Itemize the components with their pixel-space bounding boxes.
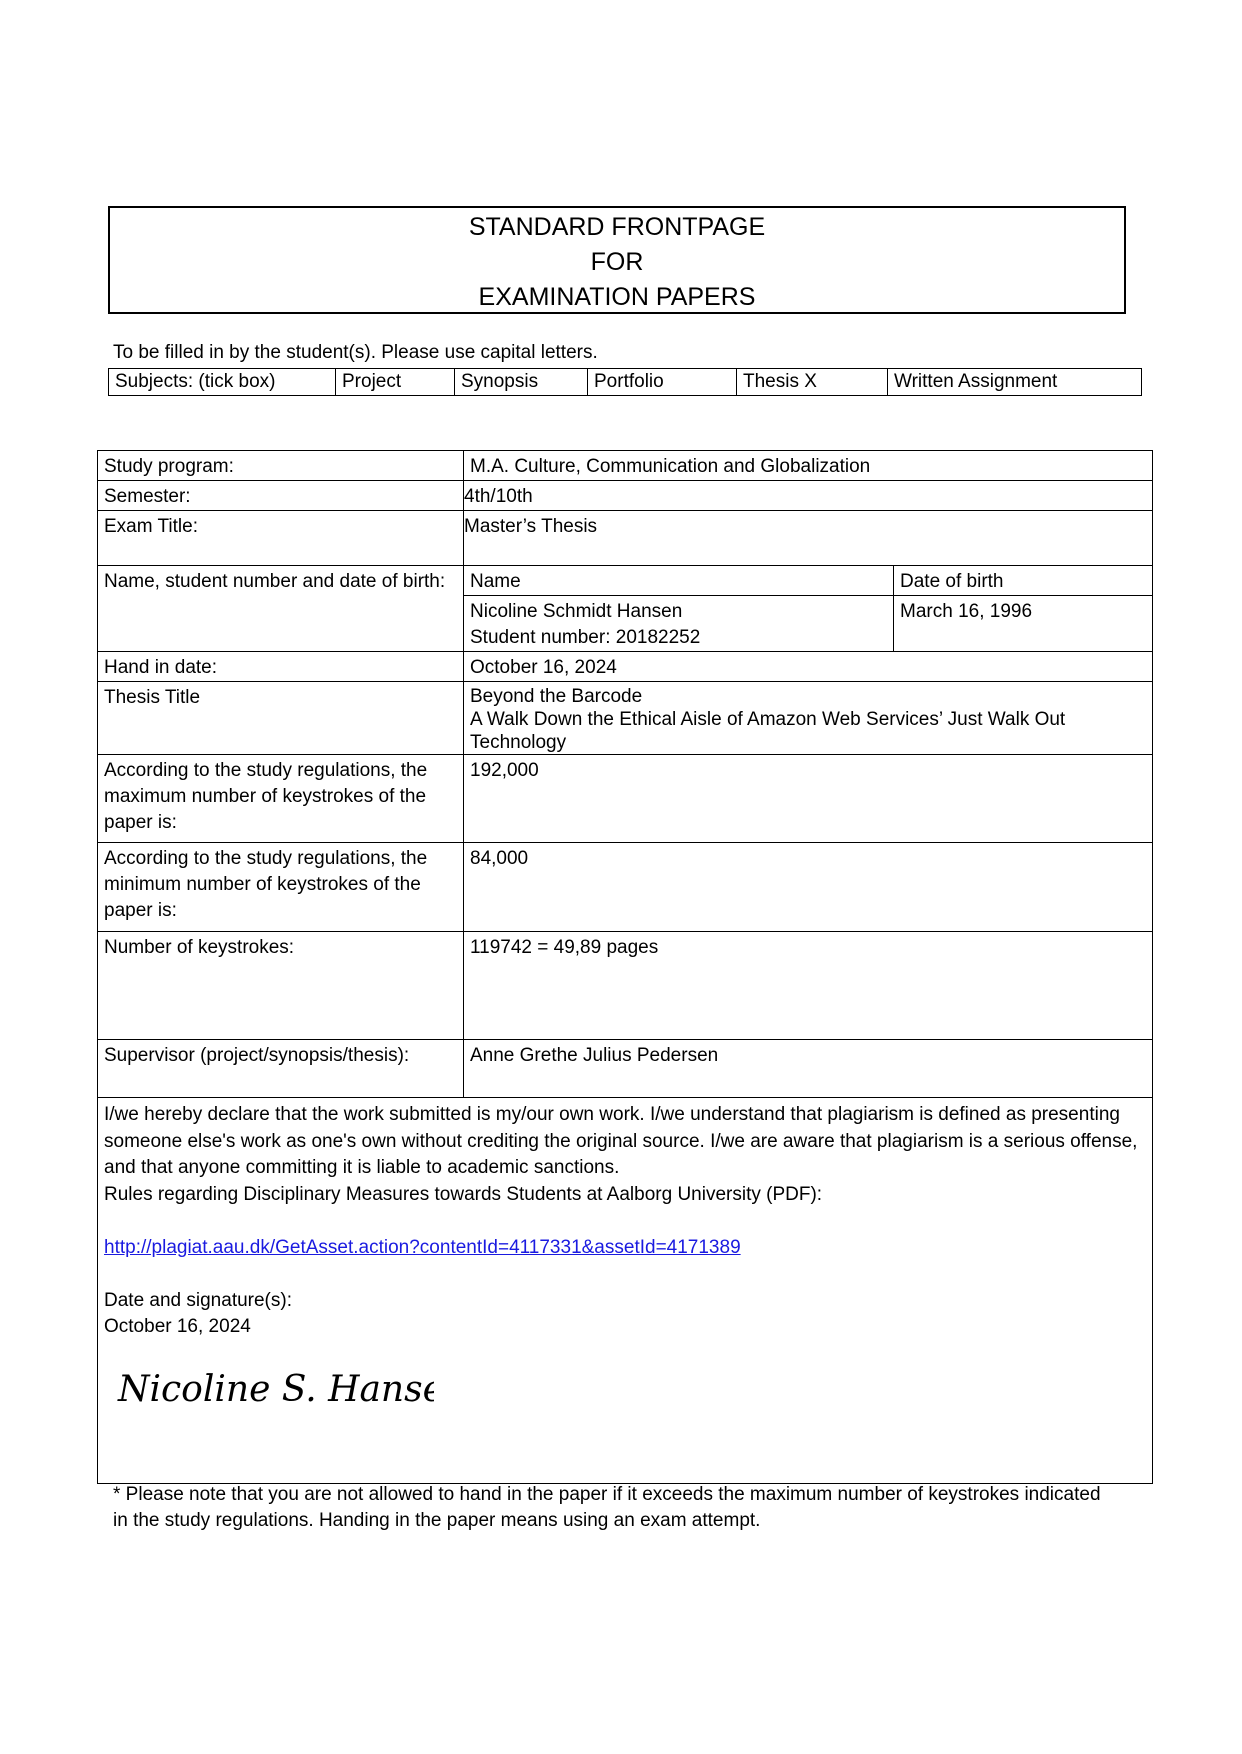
subjects-table — [108, 368, 1142, 396]
signature-date: October 16, 2024 — [104, 1316, 251, 1337]
subject-portfolio[interactable]: Portfolio — [588, 369, 737, 396]
study-program-label: Study program: — [98, 451, 464, 481]
signature-text: Nicoline S. Hansen — [118, 1368, 434, 1410]
title-line-3: EXAMINATION PAPERS — [478, 283, 756, 311]
subject-project[interactable]: Project — [336, 369, 455, 396]
study-program-value: M.A. Culture, Communication and Globalization — [464, 451, 1153, 481]
name-header: Name — [464, 566, 894, 596]
supervisor-value: Anne Grethe Julius Pedersen — [464, 1040, 1153, 1098]
thesis-title: Beyond the Barcode — [470, 686, 643, 707]
subject-written-assignment[interactable]: Written Assignment — [888, 369, 1142, 396]
declaration-cell — [98, 1098, 1153, 1484]
exam-title-label: Exam Title: — [98, 511, 464, 566]
plagiarism-link[interactable]: http://plagiat.aau.dk/GetAsset.action?contentId=4117331&assetId=4171389 — [104, 1236, 741, 1258]
thesis-title-label: Thesis Title — [98, 682, 464, 755]
keystrokes-label: Number of keystrokes: — [98, 932, 464, 1040]
date-signature-label: Date and signature(s): — [104, 1289, 292, 1311]
dob-value: March 16, 1996 — [894, 596, 1153, 652]
student-name: Nicoline Schmidt Hansen — [470, 601, 683, 622]
thesis-title-cell — [464, 682, 1153, 755]
name-label: Name, student number and date of birth: — [98, 566, 464, 652]
rules-text: Rules regarding Disciplinary Measures towards Students at Aalborg University (PDF): — [104, 1183, 823, 1205]
subject-thesis[interactable]: Thesis X — [737, 369, 888, 396]
thesis-subtitle: A Walk Down the Ethical Aisle of Amazon Web Services’ Just Walk Out Technology — [470, 709, 1066, 753]
exam-form-table — [97, 450, 1153, 1484]
semester-value: 4th/10th — [464, 481, 1153, 511]
max-keystrokes-label: According to the study regulations, the maximum number of keystrokes of the paper is: — [98, 755, 464, 843]
min-keystrokes-value: 84,000 — [464, 843, 1153, 932]
supervisor-label: Supervisor (project/synopsis/thesis): — [98, 1040, 464, 1098]
title-box — [108, 206, 1126, 314]
max-keystrokes-value: 192,000 — [464, 755, 1153, 843]
title-line-1: STANDARD FRONTPAGE — [468, 213, 766, 241]
student-number: Student number: 20182252 — [470, 627, 701, 648]
footnote: * Please note that you are not allowed to hand in the paper if it exceeds the maximum number of keystrokes indicated in the study regulations. Handing in the paper means using an exam attempt. — [113, 1484, 1101, 1531]
fill-instruction: To be filled in by the student(s). Please use capital letters. — [113, 342, 598, 363]
hand-in-value: October 16, 2024 — [464, 652, 1153, 682]
semester-label: Semester: — [98, 481, 464, 511]
min-keystrokes-label: According to the study regulations, the minimum number of keystrokes of the paper is: — [98, 843, 464, 932]
name-cell — [464, 596, 894, 652]
hand-in-label: Hand in date: — [98, 652, 464, 682]
declaration-text: I/we hereby declare that the work submitted is my/our own work. I/we understand that plagiarism is defined as presenting someone else's work as one's own without crediting the original source. I/we are aware that plagiarism is a serious offense, and that anyone committing it is liable to academic sanctions. — [104, 1104, 1138, 1178]
signature — [114, 1363, 1146, 1481]
exam-title-value: Master’s Thesis — [464, 511, 1153, 566]
dob-header: Date of birth — [894, 566, 1153, 596]
title-line-2: FOR — [590, 248, 644, 276]
subject-synopsis[interactable]: Synopsis — [455, 369, 588, 396]
subjects-label: Subjects: (tick box) — [109, 369, 336, 396]
keystrokes-value: 119742 = 49,89 pages — [464, 932, 1153, 1040]
signature-image — [114, 1363, 434, 1423]
